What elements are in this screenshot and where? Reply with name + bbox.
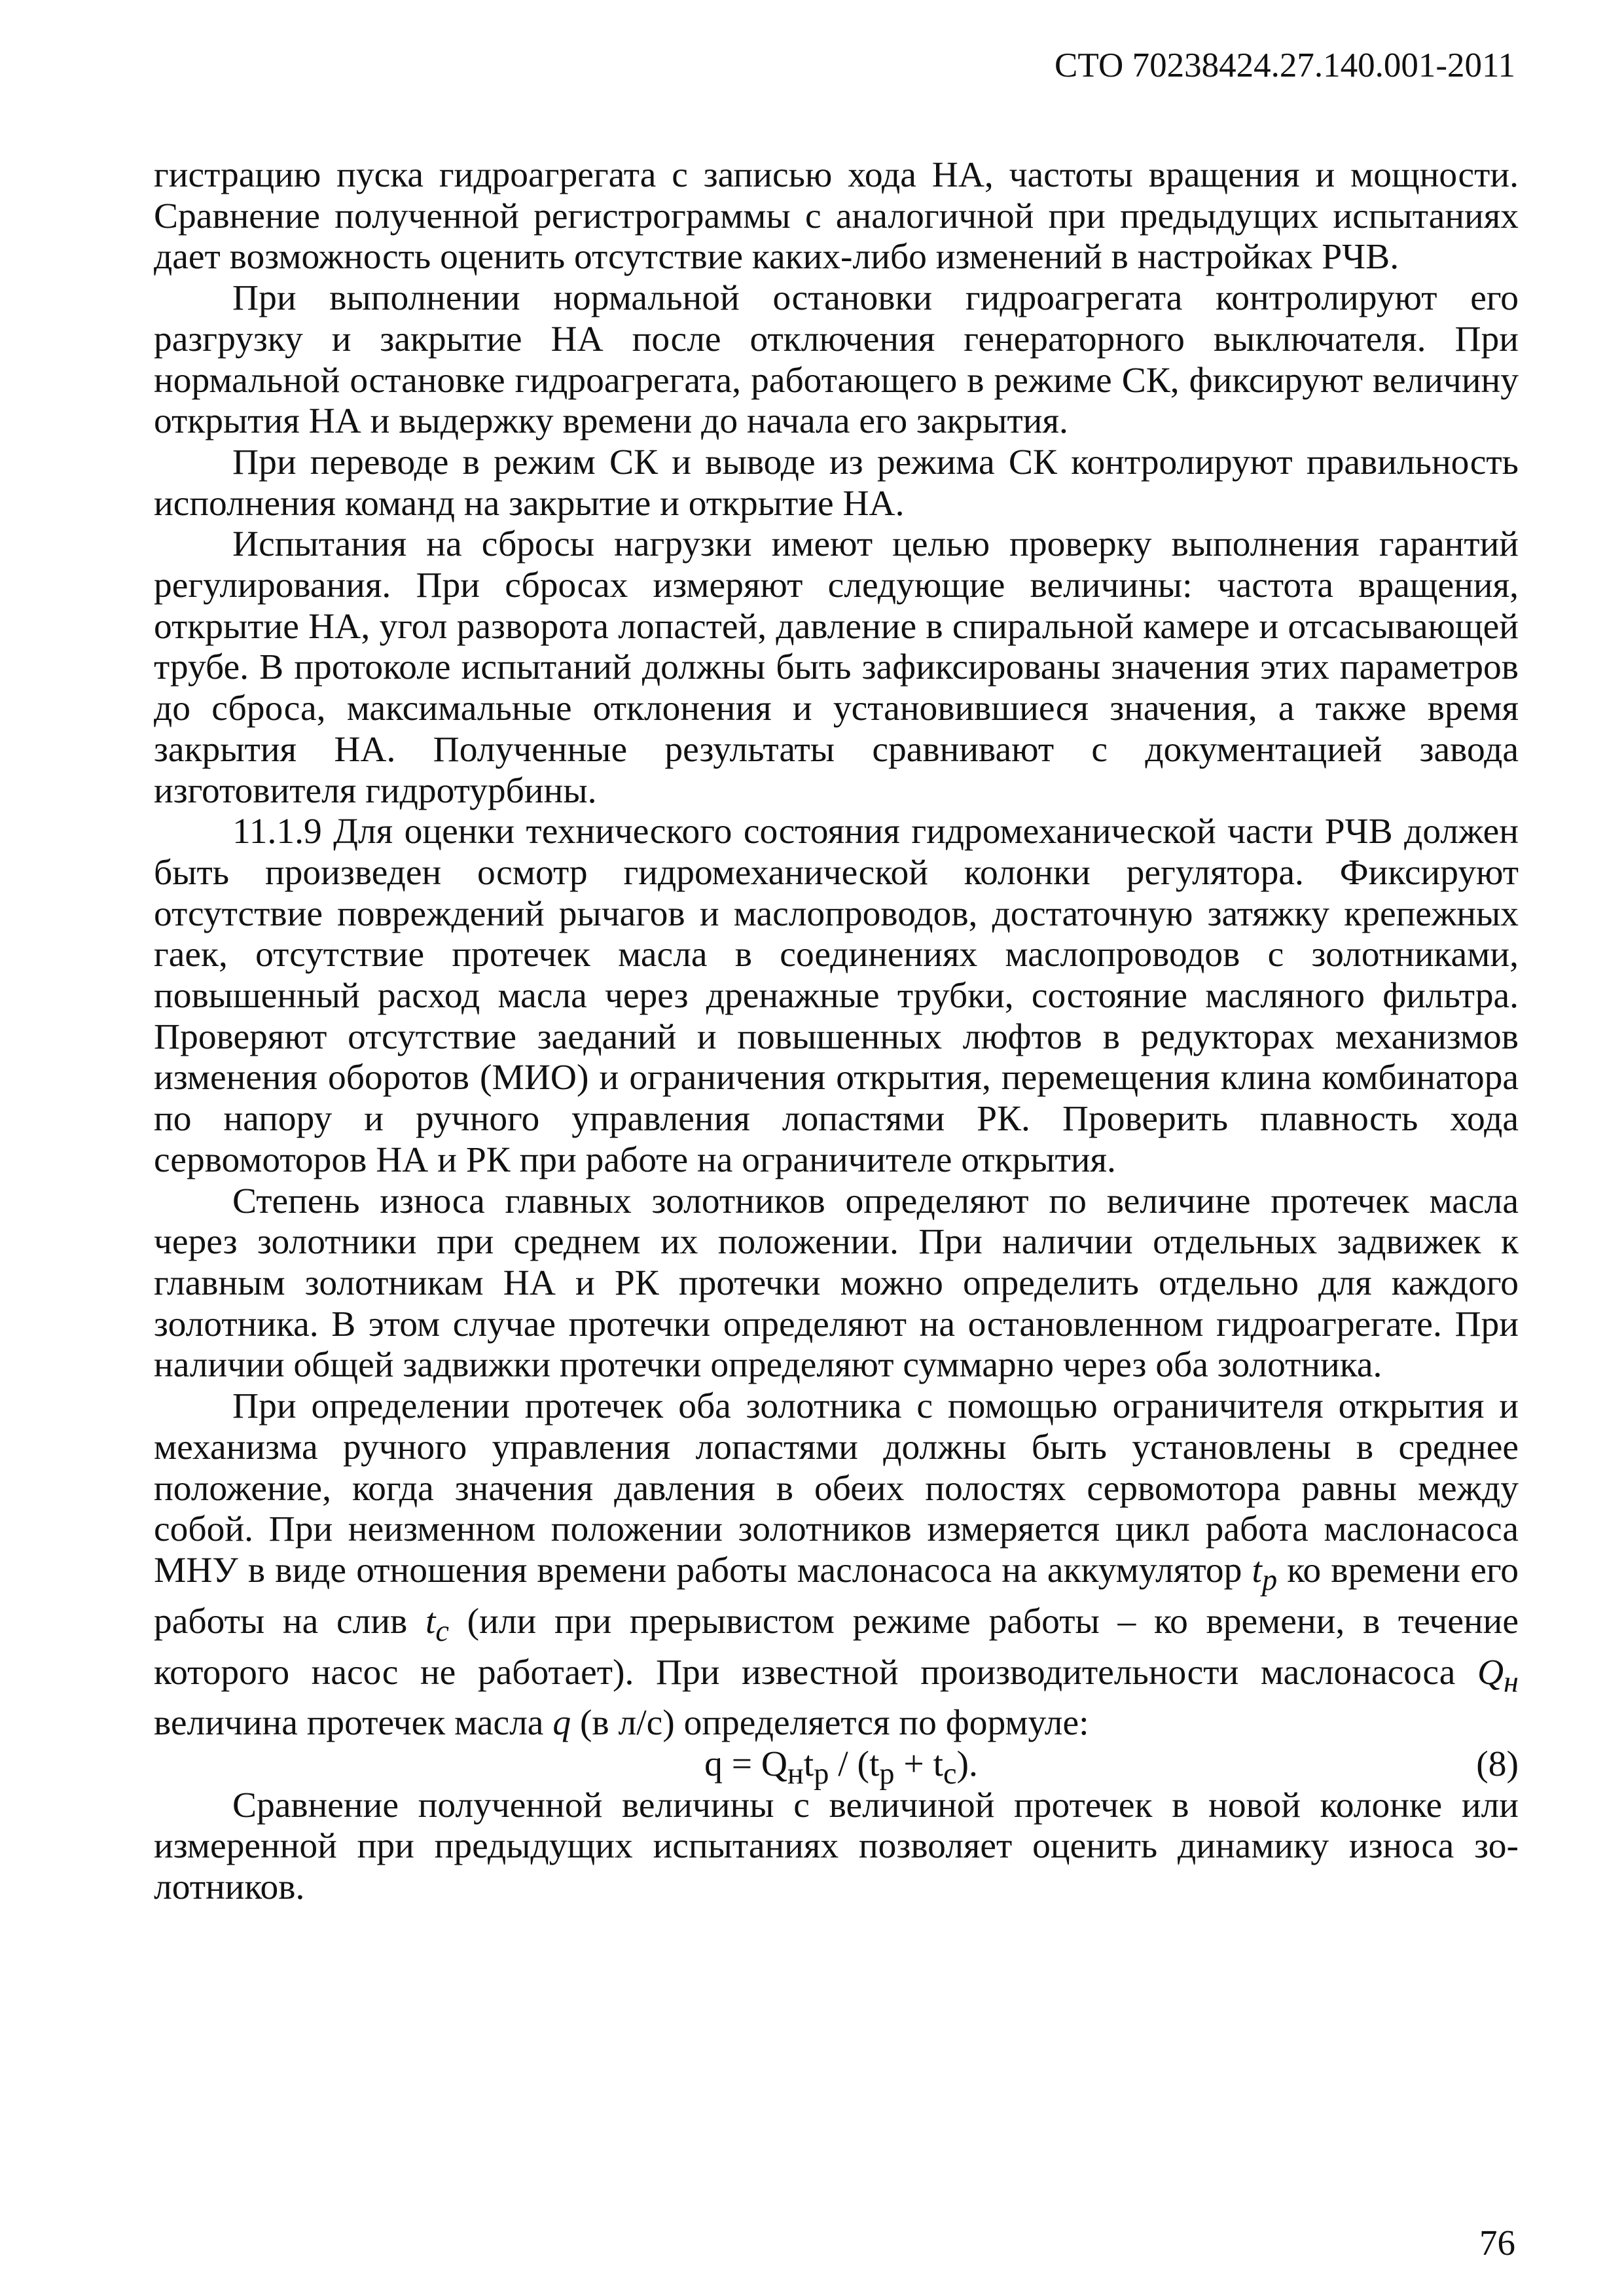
formula-line [154, 1744, 1519, 1791]
formula-sub: р [814, 1757, 829, 1791]
formula-part: q = Q [704, 1744, 787, 1784]
var-q: q [552, 1703, 571, 1744]
paragraph-normal-stop: При выполнении нормальной остановки гидроагрегата контролируют его разгрузку и закрытие НА после отключения генераторного выключателя. При нормальной остановке гидроагрегата, работающего в режиме СК, фиксируют величину открытия НА и выдержку времени до начала его закрытия. [154, 278, 1519, 442]
leakage-formula [695, 1744, 978, 1795]
paragraph-oil-leakage [154, 1386, 1519, 1744]
oil-text-4: величина протечек масла [154, 1703, 553, 1744]
var-tp-sub: р [1261, 1564, 1278, 1597]
equation-number: (8) [1476, 1744, 1519, 1784]
oil-text-2: ко времени его работы на слив [154, 1550, 1519, 1641]
paragraph-spool-wear: Степень износа главных золотников определяют по величине протечек масла через золотники при среднем их положении. При наличии отдельных задвижек к главным золотникам НА и РК протечки можно определить отдельно для каждого золотника. В этом случае протечки определяют на остановленном гидроагрегате. При наличии общей задвижки протечки определяют суммарно через оба золотника. [154, 1181, 1519, 1386]
formula-part: t [803, 1744, 814, 1784]
oil-text-3: (или при прерывистом режиме работы – ко времени, в течение которого насос не работает). При известной производительности маслонасоса [154, 1601, 1519, 1693]
var-qn-sub: н [1504, 1665, 1519, 1699]
formula-sub: н [787, 1757, 804, 1791]
oil-text-5: (в л/с) определяется по формуле: [571, 1703, 1089, 1744]
formula-sub: р [879, 1757, 895, 1791]
oil-text-1: При определении протечек оба золотника с помощью ограничителя открытия и механизма ручного управления лопастями должны быть установлены в среднее положение, когда значения давления в обеих полостях сервомотора равны между собой. При неизменном положении золотников измеряется цикл работа маслонасоса МНУ в виде отношения времени работы маслонасоса на аккумулятор [154, 1386, 1519, 1590]
body-text [154, 155, 1519, 1909]
var-tc: t [425, 1601, 436, 1641]
paragraph-comparison: Сравнение полученной величины с величиной протечек в новой колонке или измеренной при предыдущих испытаниях позволяет оценить динамику износа золотников. [154, 1785, 1519, 1908]
formula-part: / (t [829, 1744, 880, 1784]
formula-sub: с [943, 1757, 957, 1791]
var-tc-sub: с [435, 1614, 449, 1648]
paragraph-continuation: гистрацию пуска гидроагрегата с записью хода НА, частоты вращения и мощности. Сравнение полученной регистрограммы с аналогичной при предыдущих испытаниях дает возможность оценить отсутствие каких-либо изменений в настройках РЧВ. [154, 155, 1519, 278]
paragraph-sk-mode: При переводе в режим СК и выводе из режима СК контролируют правильность исполнения команд на закрытие и открытие НА. [154, 442, 1519, 524]
formula-part: ). [956, 1744, 978, 1784]
paragraph-load-rejection-tests: Испытания на сбросы нагрузки имеют целью проверку выполнения гарантий регулирования. При сбросах измеряют следующие величины: частота вращения, открытие НА, угол разворота лопастей, давление в спиральной камере и отсасывающей трубе. В протоколе испытаний должны быть зафиксированы значения этих параметров до сброса, максимальные отклонения и установившиеся значения, а также время закрытия НА. Полученные результаты сравнивают с документацией завода изготовителя гидротурбины. [154, 524, 1519, 811]
page-number: 76 [1479, 2223, 1515, 2263]
var-tp: t [1252, 1550, 1262, 1590]
var-qn: Q [1477, 1652, 1504, 1693]
formula-part: + t [894, 1744, 943, 1784]
paragraph-section-11-1-9: 11.1.9 Для оценки технического состояния гидромеханической части РЧВ должен быть произведен осмотр гидромеханической колонки регулятора. Фиксируют отсутствие повреждений рычагов и маслопроводов, достаточную затяжку крепежных гаек, отсутствие протечек масла в соединениях маслопроводов с золотниками, повышенный расход масла через дренажные трубки, состояние масляного фильтра. Проверяют отсутствие заеданий и повышенных люфтов в редукторах механизмов изменения оборотов (МИО) и ограничения открытия, перемещения клина комбинатора по напору и ручного управления лопастями РК. Проверить плавность хода сервомоторов НА и РК при работе на ограничителе открытия. [154, 812, 1519, 1180]
document-code-header: СТО 70238424.27.140.001-2011 [1055, 46, 1515, 84]
